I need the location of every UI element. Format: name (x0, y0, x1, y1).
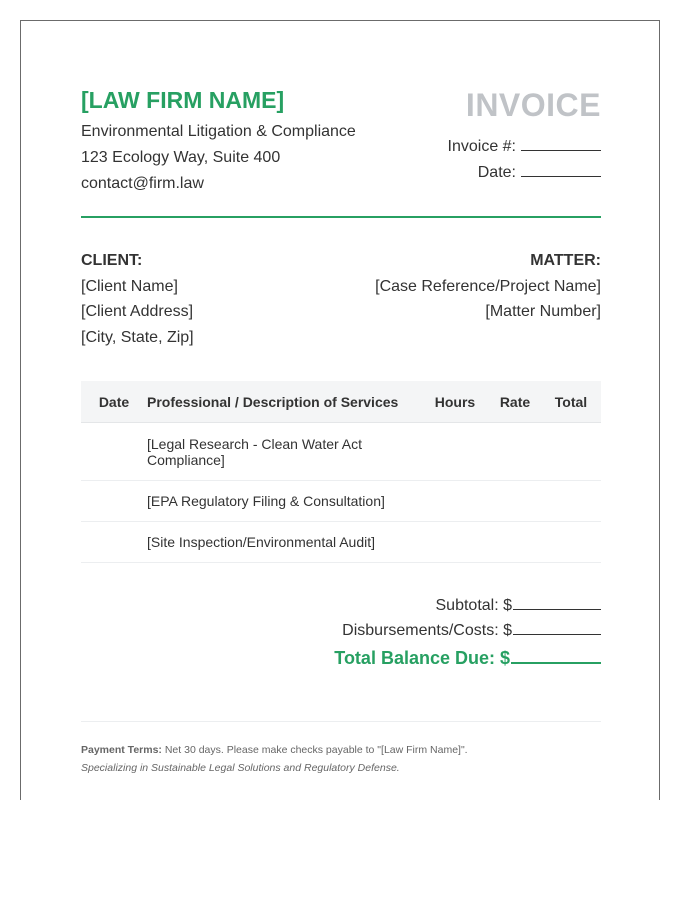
subtotal-line (436, 595, 602, 615)
services-table (81, 381, 601, 563)
payment-terms (81, 744, 468, 756)
row-date (81, 423, 147, 481)
table-row (81, 522, 601, 563)
balance-due-blank (511, 646, 601, 664)
invoice-date-blank (521, 162, 601, 177)
matter-reference: [Case Reference/Project Name] (375, 278, 601, 295)
client-name: [Client Name] (81, 278, 178, 295)
client-address: [Client Address] (81, 303, 194, 320)
invoice-number-label: Invoice #: (447, 138, 516, 155)
firm-specialty: Environmental Litigation & Compliance (81, 123, 356, 140)
subtotal-label: Subtotal: $ (435, 597, 512, 614)
row-hours (421, 423, 489, 481)
header-rate: Rate (489, 381, 541, 423)
header-hours: Hours (421, 381, 489, 423)
header-divider (81, 216, 601, 218)
balance-due-label: Total Balance Due: $ (334, 648, 510, 668)
matter-heading: MATTER: (530, 252, 601, 269)
balance-due-line (334, 646, 601, 669)
header-total: Total (541, 381, 601, 423)
invoice-number-blank (521, 136, 601, 151)
disbursements-label: Disbursements/Costs: $ (342, 622, 512, 639)
row-date (81, 522, 147, 563)
invoice-number-field (448, 136, 601, 156)
header-date: Date (81, 381, 147, 423)
row-hours (421, 481, 489, 522)
firm-address: 123 Ecology Way, Suite 400 (81, 149, 281, 166)
invoice-title: INVOICE (465, 87, 601, 123)
row-date (81, 481, 147, 522)
row-rate (489, 481, 541, 522)
row-rate (489, 522, 541, 563)
invoice-date-label: Date: (477, 164, 516, 181)
row-total (541, 423, 601, 481)
row-description: [EPA Regulatory Filing & Consultation] (147, 481, 421, 522)
row-rate (489, 423, 541, 481)
table-row (81, 481, 601, 522)
firm-name: [LAW FIRM NAME] (81, 87, 285, 113)
invoice-page (20, 20, 660, 800)
payment-terms-label: Payment Terms: (81, 744, 162, 756)
disbursements-blank (513, 620, 601, 635)
client-heading: CLIENT: (81, 252, 143, 269)
payment-terms-text: Net 30 days. Please make checks payable to "[Law Firm Name]". (164, 744, 468, 756)
invoice-date-field (478, 162, 601, 182)
firm-email: contact@firm.law (81, 175, 204, 192)
row-total (541, 481, 601, 522)
row-description: [Site Inspection/Environmental Audit] (147, 522, 421, 563)
subtotal-blank (513, 595, 601, 610)
table-header-row (81, 381, 601, 423)
table-row (81, 423, 601, 481)
row-total (541, 522, 601, 563)
footer-divider (81, 721, 601, 722)
row-description: [Legal Research - Clean Water Act Compliance] (147, 423, 421, 481)
header-description: Professional / Description of Services (147, 381, 421, 423)
client-city: [City, State, Zip] (81, 329, 194, 346)
row-hours (421, 522, 489, 563)
footer-tagline: Specializing in Sustainable Legal Solutions and Regulatory Defense. (81, 762, 400, 774)
disbursements-line (342, 620, 601, 640)
matter-number: [Matter Number] (485, 303, 601, 320)
